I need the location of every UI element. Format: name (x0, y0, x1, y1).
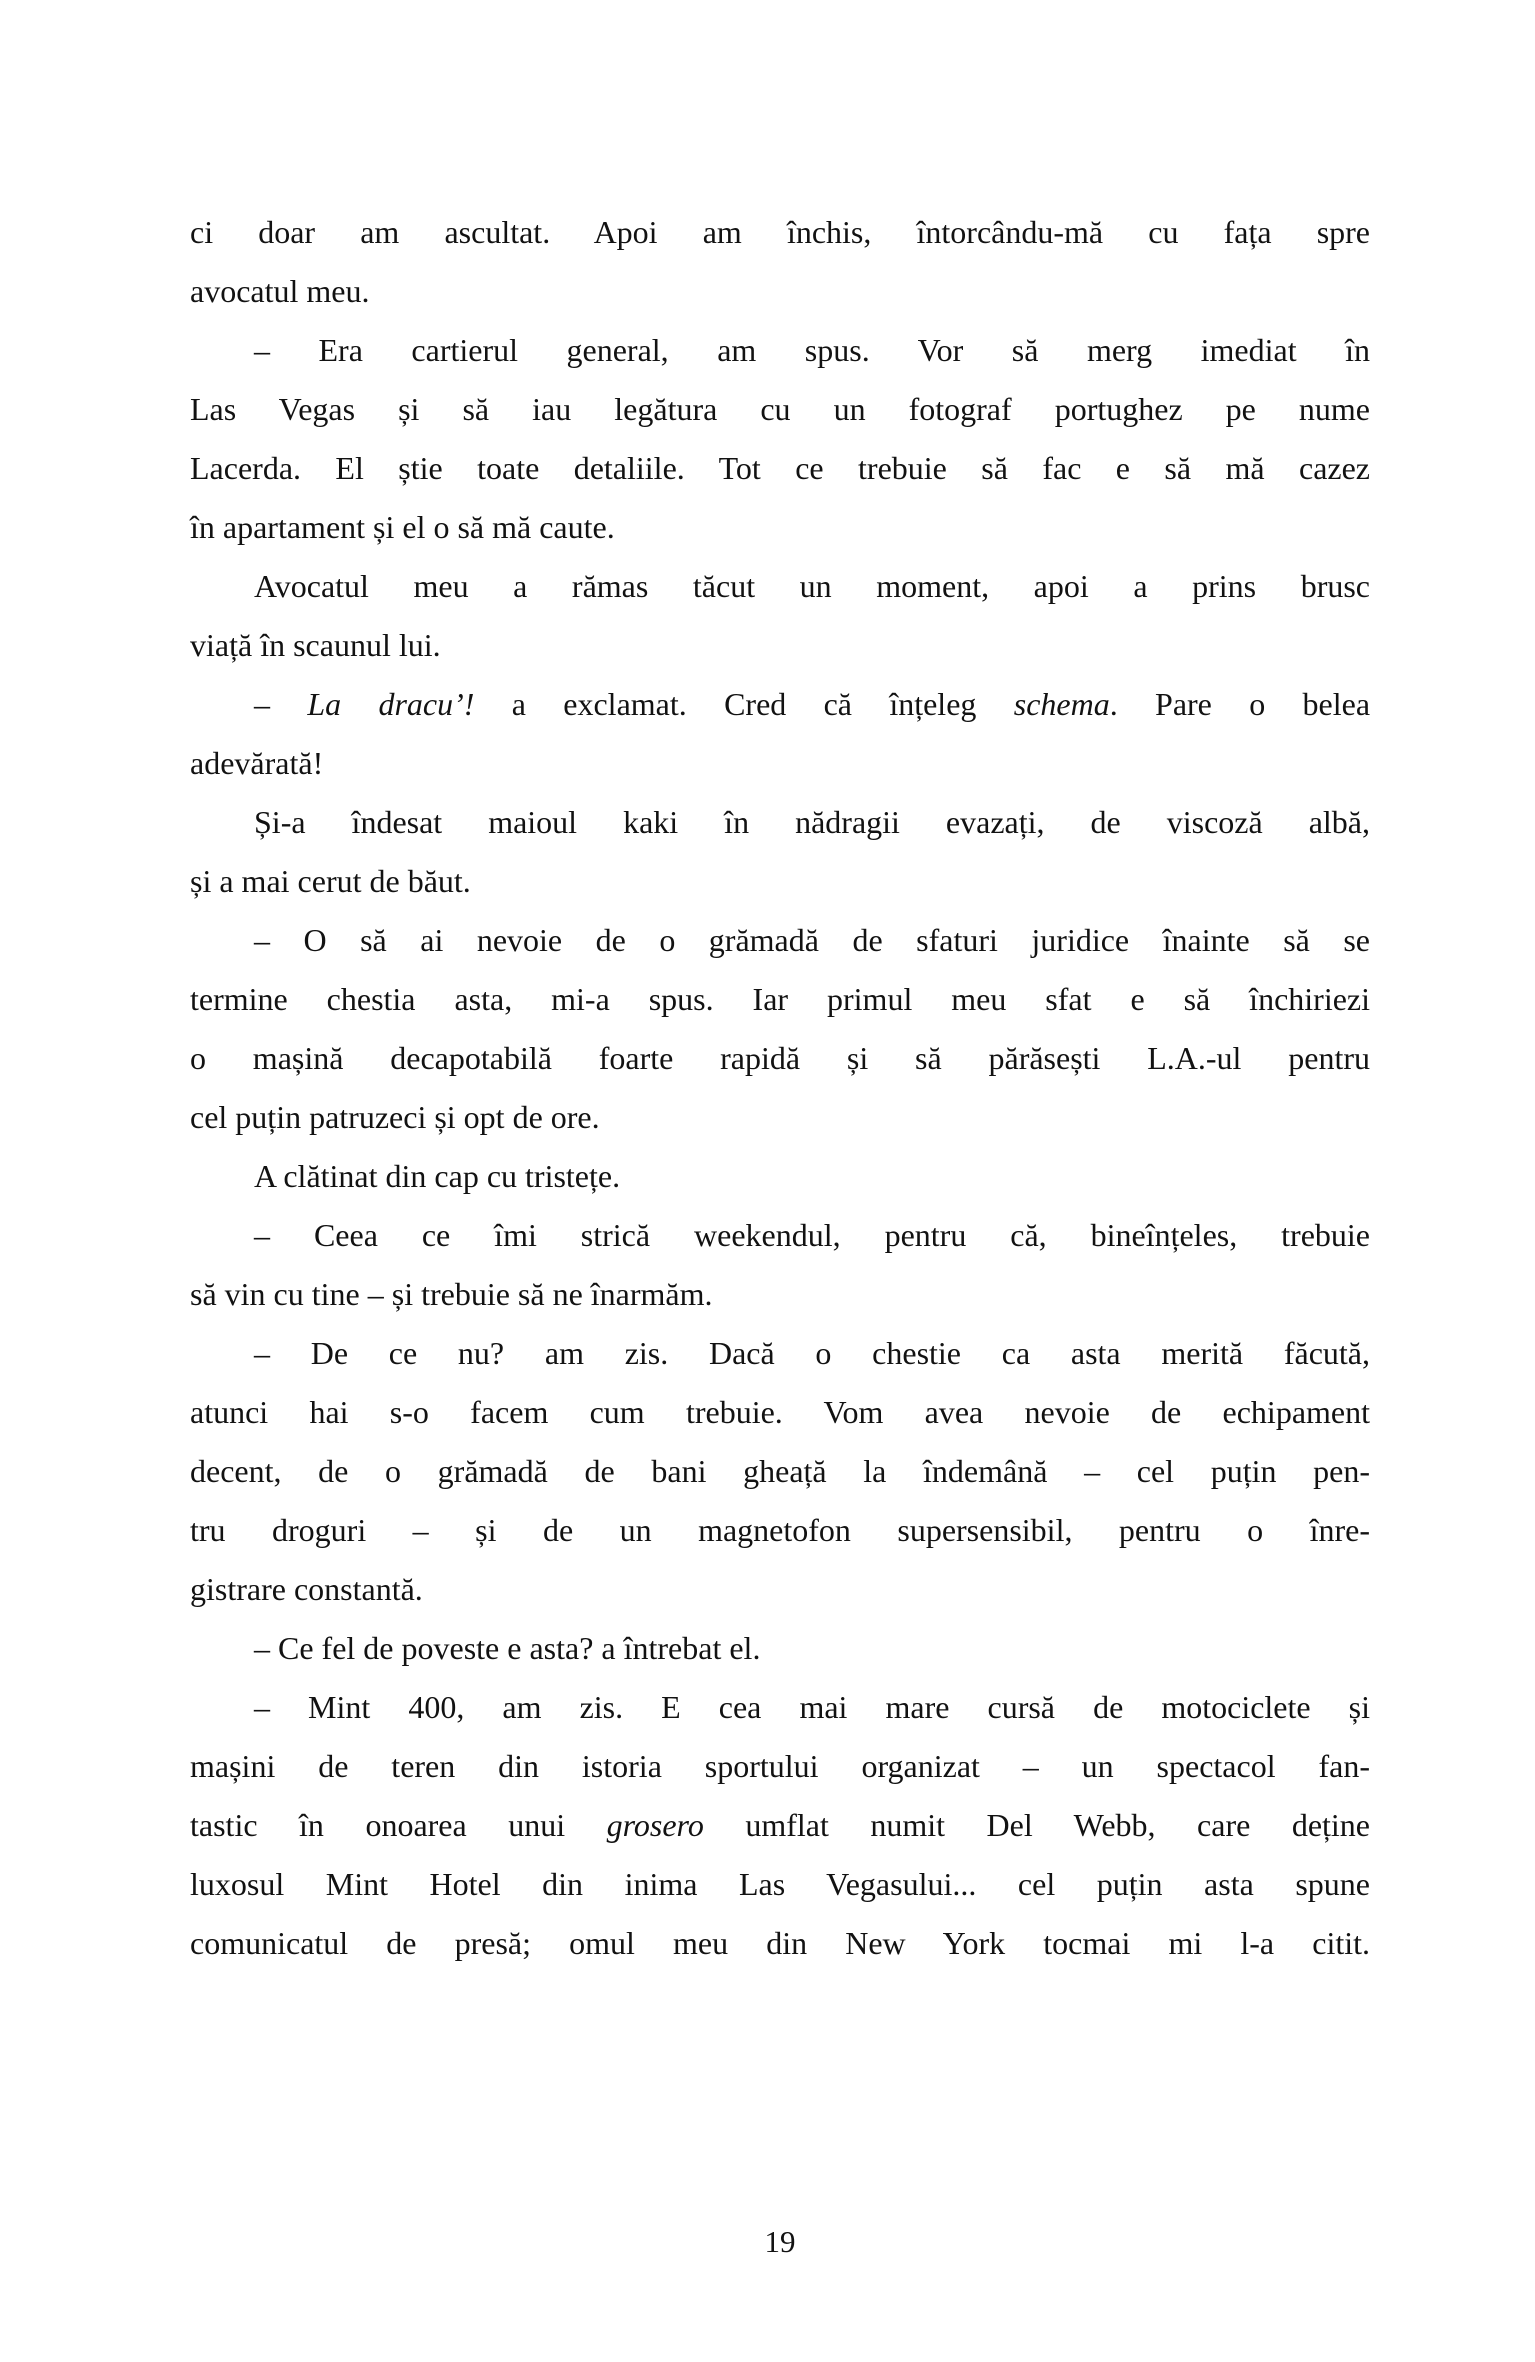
text-line (190, 734, 1370, 793)
text-line (190, 1678, 1370, 1737)
paragraph (190, 1324, 1370, 1619)
text-line (190, 793, 1370, 852)
text-line (190, 380, 1370, 439)
text-segment: gistrare constantă. (190, 1571, 423, 1607)
text-segment: ci doar am ascultat. Apoi am închis, întorcându-mă cu fața spre (190, 214, 1370, 250)
text-segment: mașini de teren din istoria sportului organizat – un spectacol fan- (190, 1748, 1370, 1784)
text-segment: Las Vegas și să iau legătura cu un fotograf portughez pe nume (190, 391, 1370, 427)
text-line (190, 1029, 1370, 1088)
text-line (190, 1501, 1370, 1560)
text-segment: și a mai cerut de băut. (190, 863, 471, 899)
text-segment: – De ce nu? am zis. Dacă o chestie ca asta merită făcută, (254, 1335, 1370, 1371)
text-line (190, 498, 1370, 557)
paragraph (190, 1147, 1370, 1206)
paragraph (190, 1678, 1370, 1973)
page-number: 19 (764, 2224, 796, 2259)
text-segment: decent, de o grămadă de bani gheață la îndemână – cel puțin pen- (190, 1453, 1370, 1489)
text-line (190, 203, 1370, 262)
text-segment: A clătinat din cap cu tristețe. (254, 1158, 621, 1194)
paragraph (190, 911, 1370, 1147)
text-segment: umflat numit Del Webb, care deține (703, 1807, 1371, 1843)
text-line (190, 1619, 1370, 1678)
text-segment: să vin cu tine – și trebuie să ne înarmăm. (190, 1276, 713, 1312)
paragraph (190, 1206, 1370, 1324)
italic-text: grosero (606, 1807, 704, 1843)
text-line (190, 616, 1370, 675)
text-line (190, 1560, 1370, 1619)
text-segment: Și-a îndesat maioul kaki în nădragii evazați, de viscoză albă, (254, 804, 1370, 840)
text-line (190, 1324, 1370, 1383)
text-line (190, 557, 1370, 616)
text-line (190, 1088, 1370, 1147)
text-segment: – Ce fel de poveste e asta? a întrebat el. (254, 1630, 761, 1666)
text-segment: Lacerda. El știe toate detaliile. Tot ce trebuie să fac e să mă cazez (190, 450, 1370, 486)
paragraph (190, 203, 1370, 321)
text-line (190, 970, 1370, 1029)
text-segment: cel puțin patruzeci și opt de ore. (190, 1099, 600, 1135)
text-line (190, 1206, 1370, 1265)
text-segment: a exclamat. Cred că înțeleg (474, 686, 1014, 722)
text-block (190, 203, 1370, 1973)
paragraph (190, 675, 1370, 793)
text-line (190, 1265, 1370, 1324)
text-segment: adevărată! (190, 745, 324, 781)
text-segment: – Ceea ce îmi strică weekendul, pentru că, bineînțeles, trebuie (254, 1217, 1370, 1253)
text-line (190, 852, 1370, 911)
text-line (190, 1147, 1370, 1206)
paragraph (190, 793, 1370, 911)
text-line (190, 262, 1370, 321)
italic-text: La dracu’! (307, 686, 475, 722)
text-segment: comunicatul de presă; omul meu din New York tocmai mi l-a citit. (190, 1925, 1370, 1961)
text-line (190, 439, 1370, 498)
text-line (190, 675, 1370, 734)
text-segment: – Mint 400, am zis. E cea mai mare cursă de motociclete și (254, 1689, 1370, 1725)
text-segment: în apartament și el o să mă caute. (190, 509, 615, 545)
text-line (190, 1383, 1370, 1442)
text-segment: avocatul meu. (190, 273, 370, 309)
text-line (190, 1796, 1370, 1855)
text-segment: tastic în onoarea unui (190, 1807, 607, 1843)
text-line (190, 321, 1370, 380)
text-line (190, 911, 1370, 970)
text-segment: – (254, 686, 308, 722)
paragraph (190, 1619, 1370, 1678)
paragraph (190, 557, 1370, 675)
text-segment: Avocatul meu a rămas tăcut un moment, apoi a prins brusc (254, 568, 1370, 604)
text-segment: o mașină decapotabilă foarte rapidă și să părăsești L.A.-ul pentru (190, 1040, 1370, 1076)
text-segment: tru droguri – și de un magnetofon supersensibil, pentru o înre- (190, 1512, 1370, 1548)
text-line (190, 1914, 1370, 1973)
text-segment: termine chestia asta, mi-a spus. Iar primul meu sfat e să închiriezi (190, 981, 1370, 1017)
text-line (190, 1737, 1370, 1796)
text-line (190, 1855, 1370, 1914)
italic-text: schema (1013, 686, 1110, 722)
text-segment: viață în scaunul lui. (190, 627, 441, 663)
paragraph (190, 321, 1370, 557)
text-line (190, 1442, 1370, 1501)
text-segment: . Pare o belea (1109, 686, 1371, 722)
text-segment: luxosul Mint Hotel din inima Las Vegasului... cel puțin asta spune (190, 1866, 1370, 1902)
text-segment: atunci hai s-o facem cum trebuie. Vom avea nevoie de echipament (190, 1394, 1370, 1430)
text-segment: – O să ai nevoie de o grămadă de sfaturi juridice înainte să se (254, 922, 1370, 958)
text-segment: – Era cartierul general, am spus. Vor să merg imediat în (254, 332, 1370, 368)
